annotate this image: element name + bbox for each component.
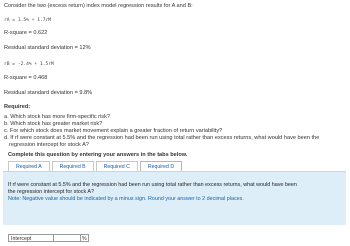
required-title: Required: [4,104,31,110]
tab-required-c[interactable]: Required C [96,161,138,171]
percent-unit: % [82,236,87,242]
r-square-b: R-square = 0.468 [4,75,48,81]
panel-question-continued: the regression intercept for stock A? [8,189,94,195]
answer-row [8,234,89,242]
tab-bar [8,161,184,171]
required-a: a. Which stock has more firm-specific risk? [4,114,110,120]
required-c: c. For which stock does market movement explain a greater fraction of return variability? [4,128,223,134]
required-b: b. Which stock has greater market risk? [4,121,103,127]
required-d: d. If rf were constant at 5.5% and the regression had been run using total rather than excess returns, what would have been the [4,135,320,141]
tab-required-b[interactable]: Required B [52,161,94,171]
r-square-a: R-square = 0.622 [4,30,48,36]
tab-required-a[interactable]: Required A [8,161,50,171]
intercept-label: Intercept [8,234,54,242]
panel-question: If rf were constant at 5.5% and the regression had been run using total rather than excess returns, what would have been [8,182,297,188]
tab-required-d[interactable]: Required D [140,161,182,171]
required-d-continued: regression intercept for stock A? [9,142,89,148]
panel-note: Note: Negative value should be indicated by a minus sign. Round your answer to 2 decimal places. [8,196,244,202]
equation-b: rB = -2.4% + 1.5rM [4,62,54,67]
residual-sd-b: Residual standard deviation = 9.8% [4,90,93,96]
residual-sd-a: Residual standard deviation = 12% [4,45,91,51]
intro-text: Consider the two (excess return) index model regression results for A and B: [4,3,193,9]
intercept-input[interactable] [54,234,81,242]
equation-a: rA = 1.5% + 1.7rM [4,18,52,23]
instructions: Complete this question by entering your answers in the tabs below. [8,152,188,158]
